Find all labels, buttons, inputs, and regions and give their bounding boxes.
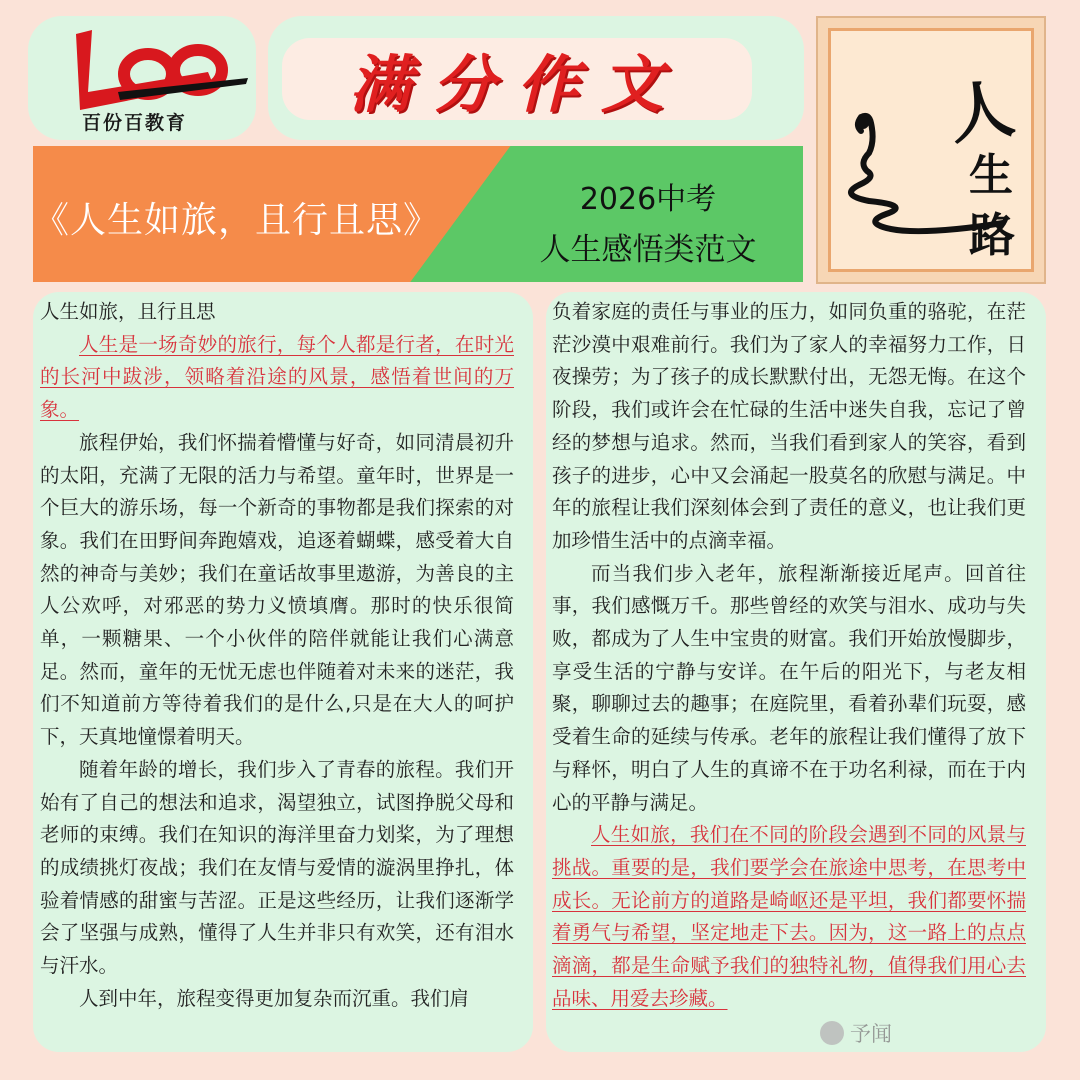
title-inner: [282, 38, 752, 120]
watermark: [820, 1018, 892, 1048]
brand-logo-icon: [58, 22, 258, 122]
calligraphy-frame: [816, 16, 1046, 284]
exam-label: 2026中考: [579, 182, 717, 217]
essay-paragraph: 旅程伊始，我们怀揣着懵懂与好奇，如同清晨初升的太阳，充满了无限的活力与希望。童年时，世界是一个巨大的游乐场，每一个新奇的事物都是我们探索的对象。我们在田野间奔跑嬉戏，追逐着蝴蝶，感受着大自然的神奇与美妙；我们在童话故事里遨游，为善良的主人公欢呼，对邪恶的势力义愤填膺。那时的快乐很简单，一颗糖果、一个小伙伴的陪伴就能让我们心满意足。然而，童年的无忧无虑也伴随着对未来的迷茫，我们不知道前方等待着我们的是什么,只是在大人的呵护下，天真地憧憬着明天。: [40, 430, 514, 749]
essay-title: 《人生如旅，且行且思》: [33, 200, 441, 241]
banner: [33, 146, 803, 282]
essay-paragraph: 而当我们步入老年，旅程渐渐接近尾声。回首往事，我们感慨万千。那些曾经的欢笑与泪水、成功与失败，都成为了人生中宝贵的财富。我们开始放慢脚步，享受生活的宁静与安详。在午后的阳光下，与老友相聚，聊聊过去的趣事；在庭院里，看着孙辈们玩耍，感受着生命的延续与传承。老年的旅程让我们懂得了放下与释怀，明白了人生的真谛不在于功名利禄，而在于内心的平静与满足。: [552, 561, 1026, 814]
essay-paragraph: 人到中年，旅程变得更加复杂而沉重。我们肩: [79, 986, 470, 1010]
logo-panel: [28, 16, 256, 140]
essay-paragraph: [40, 329, 514, 427]
title-panel: [268, 16, 804, 140]
essay-paragraph: 负着家庭的责任与事业的压力，如同负重的骆驼，在茫茫沙漠中艰难前行。我们为了家人的幸福努力工作，日夜操劳；为了孩子的成长默默付出，无怨无悔。在这个阶段，我们或许会在忙碌的生活中迷失自我，忘记了曾经的梦想与追求。然而，当我们看到家人的笑容，看到孩子的进步，心中又会涌起一股莫名的欣慰与满足。中年的旅程让我们深刻体会到了责任的意义，也让我们更加珍惜生活中的点滴幸福。: [552, 300, 1026, 552]
essay-heading: 人生如旅，且行且思: [40, 300, 216, 323]
calligraphy-char-2: 生: [969, 150, 1013, 201]
page-title: 满分作文: [348, 47, 685, 121]
essay-right-column: [552, 296, 1026, 1015]
essay-left-column: [40, 296, 514, 1015]
wechat-icon: [820, 1021, 844, 1045]
calligraphy-char-1: 人: [944, 70, 1019, 155]
essay-paragraph: [552, 819, 1026, 1015]
logo-text: 百份百教育: [82, 112, 188, 134]
category-label: 人生感悟类范文: [539, 232, 757, 268]
watermark-text: 予闻: [850, 1022, 892, 1046]
highlighted-opening: 人生是一场奇妙的旅行，每个人都是行者，在时光的长河中跋涉，领略着沿途的风景，感悟着世间的万象。: [40, 332, 514, 422]
highlighted-closing: 人生如旅，我们在不同的阶段会遇到不同的风景与挑战。重要的是，我们要学会在旅途中思考，在思考中成长。无论前方的道路是崎岖还是平坦，我们都要怀揣着勇气与希望，坚定地走下去。因为，这一路上的点点滴滴，都是生命赋予我们的独特礼物，值得我们用心去品味、用爱去珍藏。: [552, 823, 1026, 1010]
calligraphy-char-3: 路: [969, 208, 1015, 262]
calligraphy-panel: [828, 28, 1034, 272]
essay-paragraph: 随着年龄的增长，我们步入了青春的旅程。我们开始有了自己的想法和追求，渴望独立，试图挣脱父母和老师的束缚。我们在知识的海洋里奋力划桨，为了理想的成绩挑灯夜战；我们在友情与爱情的漩涡里挣扎，体验着情感的甜蜜与苦涩。正是这些经历，让我们逐渐学会了坚强与成熟，懂得了人生并非只有欢笑，还有泪水与汗水。: [40, 757, 514, 978]
